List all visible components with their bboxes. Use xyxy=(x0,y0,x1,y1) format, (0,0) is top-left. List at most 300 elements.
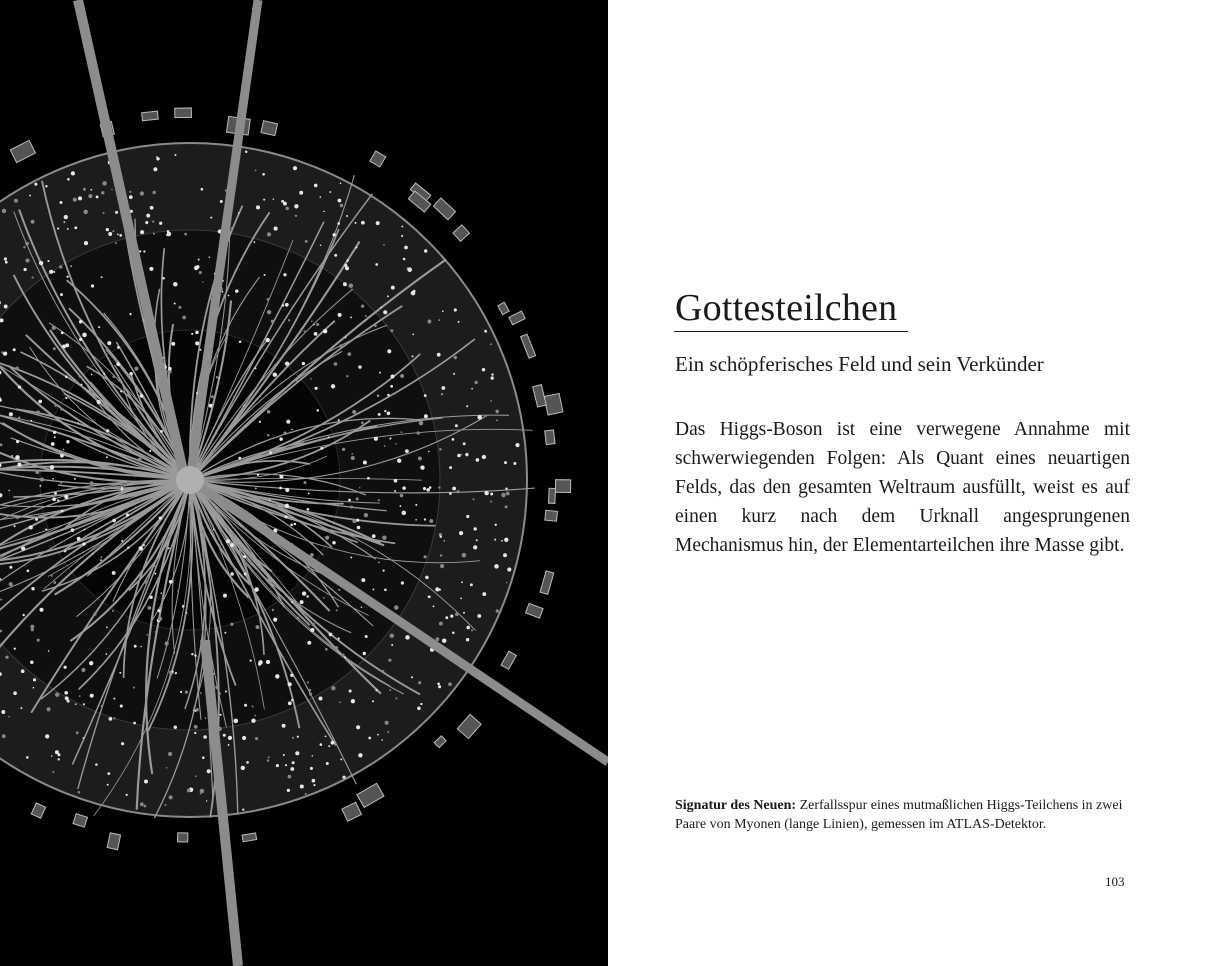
hit-point xyxy=(377,734,379,736)
hit-point xyxy=(134,367,138,371)
hit-point xyxy=(320,244,321,245)
hit-point xyxy=(198,259,200,261)
hit-point xyxy=(471,629,473,631)
hit-point xyxy=(146,214,150,218)
hit-point xyxy=(365,315,367,317)
hit-point xyxy=(59,201,62,204)
calorimeter-box xyxy=(178,833,188,842)
hit-point xyxy=(476,539,478,541)
hit-point xyxy=(290,674,293,677)
hit-point xyxy=(378,562,379,563)
calorimeter-box xyxy=(526,603,544,618)
hit-point xyxy=(303,330,305,332)
hit-point xyxy=(79,338,82,341)
calorimeter-box xyxy=(540,571,554,594)
calorimeter-box xyxy=(357,783,384,807)
hit-point xyxy=(241,766,245,770)
hit-point xyxy=(294,204,298,208)
hit-point xyxy=(226,539,230,543)
hit-point xyxy=(351,453,353,455)
hit-point xyxy=(274,227,278,231)
hit-point xyxy=(231,227,233,229)
hit-point xyxy=(74,478,76,480)
hit-point xyxy=(331,741,335,745)
hit-point xyxy=(228,744,230,746)
hit-point xyxy=(337,199,341,203)
hit-point xyxy=(390,374,394,378)
hit-point xyxy=(53,581,56,584)
hit-point xyxy=(264,274,266,276)
hit-point xyxy=(348,499,351,502)
hit-point xyxy=(2,734,6,738)
hit-point xyxy=(83,188,86,191)
hit-point xyxy=(200,692,202,694)
hit-point xyxy=(426,488,430,492)
hit-point xyxy=(52,478,54,480)
hit-point xyxy=(263,199,265,201)
hit-point xyxy=(445,616,448,619)
hit-point xyxy=(29,195,31,197)
hit-point xyxy=(401,581,404,584)
hit-point xyxy=(66,440,69,443)
hit-point xyxy=(453,373,455,375)
hit-point xyxy=(36,410,40,414)
hit-point xyxy=(195,775,197,777)
hit-point xyxy=(420,465,424,469)
hit-point xyxy=(55,750,59,754)
hit-point xyxy=(111,189,113,191)
hit-point xyxy=(117,346,120,349)
hit-point xyxy=(256,205,260,209)
hit-point xyxy=(341,654,345,658)
hit-point xyxy=(300,600,304,604)
hit-point xyxy=(149,450,151,452)
hit-point xyxy=(415,504,417,506)
hit-point xyxy=(361,606,363,608)
hit-point xyxy=(365,635,368,638)
hit-point xyxy=(106,429,109,432)
hit-point xyxy=(296,380,298,382)
hit-point xyxy=(112,230,114,232)
hit-point xyxy=(100,556,102,558)
hit-point xyxy=(244,704,247,707)
hit-point xyxy=(225,690,227,692)
hit-point xyxy=(297,617,300,620)
hit-point xyxy=(53,347,56,350)
hit-point xyxy=(294,523,297,526)
hit-point xyxy=(338,419,340,421)
hit-point xyxy=(356,519,359,522)
hit-point xyxy=(442,638,447,643)
hit-point xyxy=(2,209,6,213)
hit-point xyxy=(473,545,477,549)
hit-point xyxy=(429,519,433,523)
hit-point xyxy=(305,240,308,243)
hit-point xyxy=(312,755,314,757)
hit-point xyxy=(395,443,397,445)
hit-point xyxy=(349,689,352,692)
hit-point xyxy=(255,488,257,490)
calorimeter-box xyxy=(261,121,278,136)
hit-point xyxy=(436,637,440,641)
hit-point xyxy=(323,329,328,334)
hit-point xyxy=(329,191,331,193)
hit-point xyxy=(187,789,191,793)
hit-point xyxy=(338,589,340,591)
hit-point xyxy=(78,422,79,423)
hit-point xyxy=(463,612,465,614)
hit-point xyxy=(53,271,55,273)
hit-point xyxy=(427,320,431,324)
hit-point xyxy=(22,614,24,616)
hit-point xyxy=(102,181,107,186)
hit-point xyxy=(375,689,377,691)
hit-point xyxy=(51,442,55,446)
hit-point xyxy=(477,614,481,618)
hit-point xyxy=(254,367,256,369)
hit-point xyxy=(308,689,311,692)
hit-point xyxy=(505,505,508,508)
hit-point xyxy=(156,157,159,160)
hit-point xyxy=(194,725,198,729)
calorimeter-box xyxy=(548,488,555,503)
hit-point xyxy=(338,313,342,317)
hit-point xyxy=(39,485,41,487)
hit-point xyxy=(82,542,85,545)
hit-point xyxy=(350,505,353,508)
hit-point xyxy=(351,699,355,703)
hit-point xyxy=(254,241,256,243)
hit-point xyxy=(465,453,468,456)
hit-point xyxy=(222,291,224,293)
hit-point xyxy=(417,706,421,710)
hit-point xyxy=(283,432,286,435)
hit-point xyxy=(372,700,374,702)
collision-vertex xyxy=(176,466,204,494)
hit-point xyxy=(262,173,265,176)
hit-point xyxy=(402,486,406,490)
hit-point xyxy=(63,666,66,669)
hit-point xyxy=(21,546,25,550)
hit-point xyxy=(290,524,293,527)
hit-point xyxy=(5,467,7,469)
hit-point xyxy=(394,479,398,483)
hit-point xyxy=(401,431,403,433)
hit-point xyxy=(345,337,347,339)
hit-point xyxy=(126,513,129,516)
hit-point xyxy=(343,282,347,286)
hit-point xyxy=(197,656,199,658)
hit-point xyxy=(167,230,170,233)
hit-point xyxy=(356,497,359,500)
hit-point xyxy=(202,281,203,282)
hit-point xyxy=(339,344,342,347)
hit-point xyxy=(32,277,34,279)
hit-point xyxy=(268,756,270,758)
hit-point xyxy=(101,276,103,278)
hit-point xyxy=(200,793,202,795)
hit-point xyxy=(302,362,305,365)
hit-point xyxy=(15,455,20,460)
hit-point xyxy=(67,178,70,181)
hit-point xyxy=(4,257,7,260)
hit-point xyxy=(78,196,82,200)
hit-point xyxy=(505,487,507,489)
hit-point xyxy=(230,623,233,626)
hit-point xyxy=(34,183,37,186)
hit-point xyxy=(357,526,361,530)
hit-point xyxy=(57,228,59,230)
hit-point xyxy=(415,519,417,521)
hit-point xyxy=(285,207,289,211)
hit-point xyxy=(81,384,83,386)
hit-point xyxy=(387,295,389,297)
hit-point xyxy=(234,719,239,724)
hit-point xyxy=(285,361,289,365)
hit-point xyxy=(494,539,496,541)
hit-point xyxy=(205,717,207,719)
hit-point xyxy=(129,195,133,199)
hit-point xyxy=(73,198,77,202)
hit-point xyxy=(346,259,349,262)
hit-point xyxy=(153,191,156,194)
hit-point xyxy=(283,273,286,276)
hit-point xyxy=(14,648,16,650)
hit-point xyxy=(174,725,177,728)
hit-point xyxy=(279,437,282,440)
hit-point xyxy=(5,656,8,659)
hit-point xyxy=(89,661,93,665)
hit-point xyxy=(18,416,20,418)
hit-point xyxy=(74,226,77,229)
hit-point xyxy=(196,708,199,711)
caption-label: Signatur des Neuen: xyxy=(675,798,797,813)
hit-point xyxy=(378,413,381,416)
hit-point xyxy=(292,761,295,764)
hit-point xyxy=(356,725,360,729)
hit-point xyxy=(340,183,342,185)
hit-point xyxy=(350,317,352,319)
hit-point xyxy=(208,256,209,257)
hit-point xyxy=(20,707,22,709)
hit-point xyxy=(326,762,329,765)
hit-point xyxy=(64,495,68,499)
hit-point xyxy=(494,564,499,569)
hit-point xyxy=(345,266,349,270)
hit-point xyxy=(334,646,338,650)
hit-point xyxy=(96,195,99,198)
hit-point xyxy=(54,492,57,495)
hit-point xyxy=(228,295,230,297)
hit-point xyxy=(269,451,272,454)
calorimeter-box xyxy=(10,140,35,162)
hit-point xyxy=(438,685,441,688)
hit-point xyxy=(299,191,303,195)
hit-point xyxy=(424,394,427,397)
hit-point xyxy=(328,745,330,747)
hit-point xyxy=(482,592,486,596)
hit-point xyxy=(57,500,59,502)
hit-point xyxy=(90,189,92,191)
hit-point xyxy=(306,595,308,597)
hit-point xyxy=(466,638,469,641)
hit-point xyxy=(159,516,162,519)
hit-point xyxy=(394,605,399,610)
hit-point xyxy=(219,377,220,378)
hit-point xyxy=(144,780,148,784)
hit-point xyxy=(313,324,315,326)
hit-point xyxy=(267,410,271,414)
hit-point xyxy=(449,466,452,469)
hit-point xyxy=(45,734,49,738)
hit-point xyxy=(9,412,13,416)
hit-point xyxy=(175,672,177,674)
hit-point xyxy=(173,282,178,287)
hit-point xyxy=(308,493,310,495)
hit-point xyxy=(37,639,40,642)
hit-point xyxy=(391,644,393,646)
hit-point xyxy=(273,372,277,376)
hit-point xyxy=(400,494,404,498)
hit-point xyxy=(171,342,175,346)
hit-point xyxy=(53,431,56,434)
hit-point xyxy=(307,641,311,645)
hit-point xyxy=(361,305,364,308)
hit-point xyxy=(83,737,85,739)
hit-point xyxy=(452,487,456,491)
hit-point xyxy=(402,511,407,516)
hit-point xyxy=(112,610,114,612)
hit-point xyxy=(51,575,53,577)
hit-point xyxy=(461,581,463,583)
hit-point xyxy=(320,743,323,746)
hit-point xyxy=(279,487,282,490)
hit-point xyxy=(140,230,144,234)
hit-point xyxy=(471,388,473,390)
hit-point xyxy=(9,582,13,586)
hit-point xyxy=(443,540,445,542)
hit-point xyxy=(30,625,34,629)
hit-point xyxy=(428,595,431,598)
hit-point xyxy=(276,764,279,767)
hit-point xyxy=(368,737,371,740)
hit-point xyxy=(394,490,396,492)
hit-point xyxy=(374,325,377,328)
hit-point xyxy=(482,368,485,371)
calorimeter-box xyxy=(533,385,547,407)
page-title: Gottesteilchen xyxy=(675,287,898,329)
hit-point xyxy=(48,650,50,652)
hit-point xyxy=(491,373,493,375)
hit-point xyxy=(91,374,93,376)
hit-point xyxy=(26,756,29,759)
hit-point xyxy=(279,475,283,479)
hit-point xyxy=(147,634,149,636)
hit-point xyxy=(382,535,387,540)
hit-point xyxy=(361,221,365,225)
hit-point xyxy=(378,499,380,501)
hit-point xyxy=(33,678,36,681)
hit-point xyxy=(251,718,255,722)
hit-point xyxy=(290,767,294,771)
hit-point xyxy=(390,634,394,638)
hit-point xyxy=(390,329,393,332)
hit-point xyxy=(127,547,129,549)
hit-point xyxy=(67,228,69,230)
hit-point xyxy=(64,691,68,695)
hit-point xyxy=(202,756,205,759)
hit-point xyxy=(160,430,163,433)
hit-point xyxy=(424,249,427,252)
hit-point xyxy=(339,701,341,703)
hit-point xyxy=(452,438,455,441)
hit-point xyxy=(325,648,328,651)
hit-point xyxy=(21,669,25,673)
hit-point xyxy=(39,261,43,265)
hit-point xyxy=(389,689,391,691)
hit-point xyxy=(466,405,468,407)
hit-point xyxy=(455,613,459,617)
hit-point xyxy=(149,267,153,271)
hit-point xyxy=(11,455,13,457)
calorimeter-box xyxy=(142,111,159,121)
hit-point xyxy=(112,571,116,575)
hit-point xyxy=(400,374,404,378)
hit-point xyxy=(316,323,319,326)
hit-point xyxy=(119,672,121,674)
hit-point xyxy=(228,736,232,740)
hit-point xyxy=(180,691,182,693)
hit-point xyxy=(140,646,141,647)
hit-point xyxy=(77,537,81,541)
hit-point xyxy=(150,206,154,210)
hit-point xyxy=(311,321,313,323)
hit-point xyxy=(107,341,111,345)
hit-point xyxy=(45,185,47,187)
hit-point xyxy=(25,258,29,262)
hit-point xyxy=(13,348,16,351)
hit-point xyxy=(363,652,366,655)
hit-point xyxy=(242,496,244,498)
hit-point xyxy=(382,569,384,571)
hit-point xyxy=(285,488,289,492)
hit-point xyxy=(495,410,499,414)
hit-point xyxy=(60,482,62,484)
hit-point xyxy=(401,226,403,228)
hit-point xyxy=(439,622,443,626)
hit-point xyxy=(466,626,470,630)
hit-point xyxy=(49,270,53,274)
hit-point xyxy=(377,394,380,397)
hit-point xyxy=(374,437,378,441)
hit-point xyxy=(184,233,187,236)
hit-point xyxy=(307,508,310,511)
hit-point xyxy=(93,612,96,615)
hit-point xyxy=(217,692,220,695)
hit-point xyxy=(450,615,453,618)
hit-point xyxy=(355,222,357,224)
hit-point xyxy=(84,241,88,245)
caption-text: Zerfallsspur eines mutmaßlichen Higgs-Teilchens in zwei Paare von Myonen (lange Linien), gemessen im ATLAS-Detektor. xyxy=(675,798,1123,832)
hit-point xyxy=(291,429,293,431)
hit-point xyxy=(319,196,321,198)
hit-point xyxy=(13,525,15,527)
hit-point xyxy=(288,682,292,686)
hit-point xyxy=(76,731,79,734)
hit-point xyxy=(201,188,204,191)
hit-point xyxy=(285,764,287,766)
hit-point xyxy=(336,609,338,611)
